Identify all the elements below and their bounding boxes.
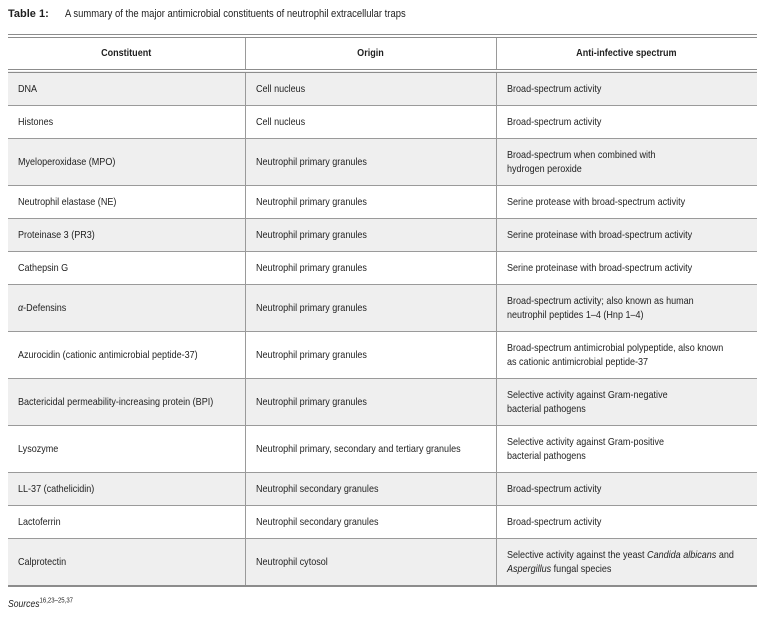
cell-spectrum: Selective activity against Gram-negative bacterial pathogens — [496, 379, 757, 426]
table-caption — [0, 0, 766, 21]
table-row — [8, 252, 757, 285]
cell-origin: Neutrophil cytosol — [245, 539, 496, 587]
cell-constituent: Calprotectin — [8, 539, 245, 587]
cell-spectrum: Serine proteinase with broad-spectrum activity — [496, 219, 757, 252]
sources-note — [8, 599, 766, 610]
cell-origin: Neutrophil primary granules — [245, 379, 496, 426]
header-row — [8, 36, 757, 71]
table-row — [8, 426, 757, 473]
cell-origin: Cell nucleus — [245, 106, 496, 139]
cell-constituent: Myeloperoxidase (MPO) — [8, 139, 245, 186]
cell-origin: Neutrophil primary granules — [245, 219, 496, 252]
table-row — [8, 106, 757, 139]
table-row — [8, 219, 757, 252]
cell-spectrum: Selective activity against the yeast Candida albicans and Aspergillus fungal species — [496, 539, 757, 587]
table-row — [8, 71, 757, 106]
cell-constituent: LL-37 (cathelicidin) — [8, 473, 245, 506]
cell-constituent: Lysozyme — [8, 426, 245, 473]
cell-origin: Neutrophil primary granules — [245, 252, 496, 285]
cell-constituent: α-Defensins — [8, 285, 245, 332]
table-container — [8, 34, 757, 587]
cell-origin: Neutrophil secondary granules — [245, 506, 496, 539]
cell-constituent: Histones — [8, 106, 245, 139]
table-row — [8, 186, 757, 219]
cell-origin: Neutrophil secondary granules — [245, 473, 496, 506]
sources-label: Sources — [8, 599, 40, 610]
cell-origin: Neutrophil primary granules — [245, 332, 496, 379]
cell-origin: Neutrophil primary, secondary and tertiary granules — [245, 426, 496, 473]
table-header — [8, 36, 757, 71]
cell-constituent: Neutrophil elastase (NE) — [8, 186, 245, 219]
sources-reference-numbers: 16,23–25,37 — [39, 597, 74, 605]
table-row — [8, 539, 757, 587]
table-caption-text: A summary of the major antimicrobial constituents of neutrophil extracellular traps — [65, 8, 406, 20]
column-header-origin: Origin — [245, 36, 496, 71]
cell-spectrum: Broad-spectrum antimicrobial polypeptide, also known as cationic antimicrobial peptide-37 — [496, 332, 757, 379]
cell-spectrum: Serine proteinase with broad-spectrum activity — [496, 252, 757, 285]
antimicrobial-constituents-table — [8, 34, 757, 587]
cell-spectrum: Broad-spectrum activity; also known as human neutrophil peptides 1–4 (Hnp 1–4) — [496, 285, 757, 332]
cell-constituent: Proteinase 3 (PR3) — [8, 219, 245, 252]
cell-constituent: Cathepsin G — [8, 252, 245, 285]
table-body — [8, 71, 757, 586]
cell-spectrum: Broad-spectrum activity — [496, 71, 757, 106]
table-row — [8, 139, 757, 186]
column-header-anti-infective-spectrum: Anti-infective spectrum — [496, 36, 757, 71]
column-header-constituent: Constituent — [8, 36, 245, 71]
cell-constituent: Lactoferrin — [8, 506, 245, 539]
cell-origin: Neutrophil primary granules — [245, 139, 496, 186]
table-row — [8, 379, 757, 426]
cell-spectrum: Serine protease with broad-spectrum activity — [496, 186, 757, 219]
cell-constituent: DNA — [18, 83, 38, 95]
cell-spectrum: Broad-spectrum when combined with hydrogen peroxide — [496, 139, 757, 186]
cell-spectrum: Broad-spectrum activity — [496, 473, 757, 506]
table-row — [8, 506, 757, 539]
cell-spectrum: Broad-spectrum activity — [496, 106, 757, 139]
table-row — [8, 332, 757, 379]
cell-spectrum: Broad-spectrum activity — [496, 506, 757, 539]
table-row — [8, 285, 757, 332]
cell-spectrum: Selective activity against Gram-positive bacterial pathogens — [496, 426, 757, 473]
cell-constituent: Bactericidal permeability-increasing protein (BPI) — [8, 379, 245, 426]
cell-constituent: Azurocidin (cationic antimicrobial peptide-37) — [8, 332, 245, 379]
table-row — [8, 473, 757, 506]
cell-origin: Cell nucleus — [245, 71, 496, 106]
cell-origin: Neutrophil primary granules — [245, 186, 496, 219]
cell-origin: Neutrophil primary granules — [245, 285, 496, 332]
table-number-label: Table 1: — [8, 8, 49, 20]
